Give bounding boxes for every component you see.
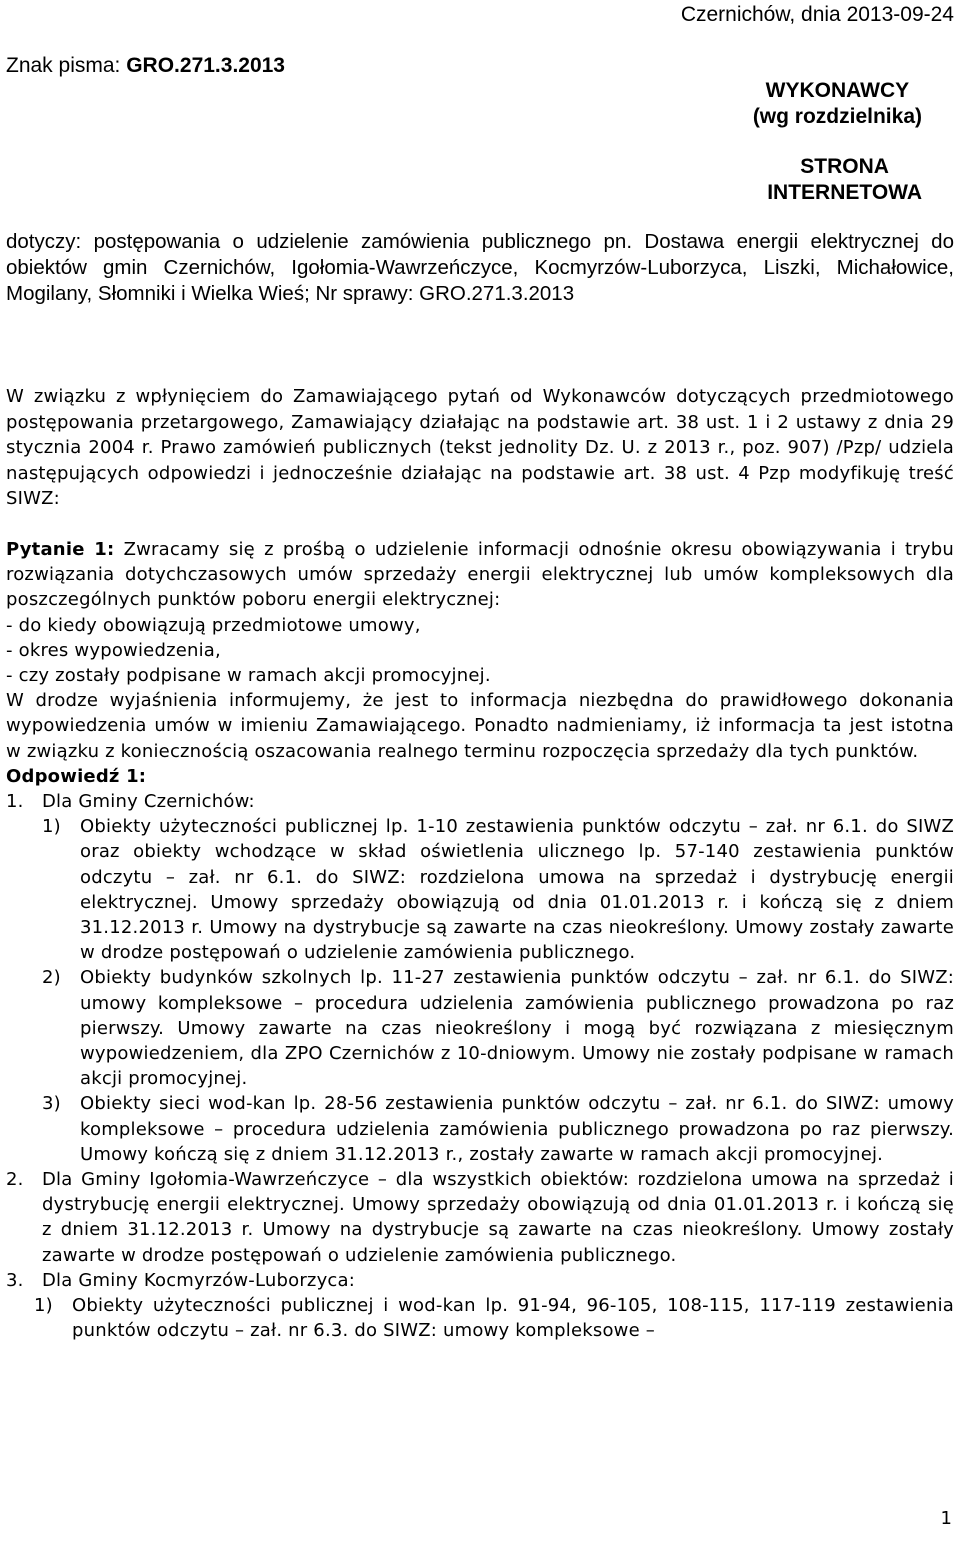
recipient-contractors xyxy=(753,78,922,130)
answer-group-3 xyxy=(6,1268,954,1293)
answer-group-title: Dla Gminy Czernichów: xyxy=(42,791,255,813)
answer-subitem-number: 3) xyxy=(42,1093,61,1115)
recipient-website xyxy=(767,154,922,206)
answer-subitem-number: 1) xyxy=(42,816,61,838)
reference-value: GRO.271.3.2013 xyxy=(126,54,285,77)
question-explanation: W drodze wyjaśnienia informujemy, że jest to informacja niezbędna do prawidłowego dokonania wypowiedzenia umów w imieniu Zamawiającego. Ponadto nadmieniamy, iż informacja ta jest istotna w związku z koniecznością oszacowania realnego terminu rozpoczęcia sprzedaży dla tych punktów. xyxy=(6,690,954,762)
answer-subitem xyxy=(42,965,954,1091)
answer-subitem-number: 2) xyxy=(42,967,61,989)
answer-subitem xyxy=(42,1091,954,1167)
reference-label: Znak pisma: xyxy=(6,54,127,77)
intro-paragraph xyxy=(6,384,954,512)
answer-group-number: 2. xyxy=(6,1169,24,1191)
recipient-contractors-note: (wg rozdzielnika) xyxy=(752,105,922,128)
question-text: Zwracamy się z prośbą o udzielenie informacji odnośnie okresu obowiązywania i trybu rozwiązania dotychczasowych umów sprzedaży energii elektrycznej lub umów kompleksowych dla poszczególnych punktów poboru energii elektrycznej: xyxy=(6,539,954,611)
recipient-website-line2: INTERNETOWA xyxy=(767,181,922,204)
answer-label: Odpowiedź 1: xyxy=(6,765,147,787)
subject-paragraph xyxy=(6,229,954,307)
question-item: - czy zostały podpisane w ramach akcji promocyjnej. xyxy=(6,665,491,687)
answer-subitem-text: Obiekty budynków szkolnych lp. 11-27 zestawienia punktów odczytu – zał. nr 6.1. do SIWZ: umowy kompleksowe – procedura udzielenia zamówienia publicznego prowadzona po raz pierwszy. Umowy zawarte na czas nieokreślony i mogą być rozwiązana z miesięcznym wypowiedzeniem, dla ZPO Czernichów z 10-dniowym. Umowy nie zostały podpisane w ramach akcji promocyjnej. xyxy=(80,967,954,1090)
reference-number xyxy=(6,54,285,78)
answer-subitem-text: Obiekty użyteczności publicznej lp. 1-10 zestawienia punktów odczytu – zał. nr 6.1. do SIWZ oraz obiekty wchodzące w skład oświetlenia ulicznego lp. 57-140 zestawienia punktów odczytu – zał. nr 6.1. do SIWZ: rozdzielona umowa na sprzedaż i dystrybucję energii elektrycznej. Umowy sprzedaży obowiązują od dnia 01.01.2013 r. i kończą się z dniem 31.12.2013 r. Umowy na dystrybucje są zawarte na czas nieokreślony. Umowy zostały zawarte w drodze postępowań o udzielenie zamówienia publicznego. xyxy=(80,816,954,964)
question-label: Pytanie 1: xyxy=(6,539,115,560)
question-item: - do kiedy obowiązują przedmiotowe umowy, xyxy=(6,614,421,636)
answer-subitem-text: Obiekty użyteczności publicznej i wod-kan lp. 91-94, 96-105, 108-115, 117-119 zestawienia punktów odczytu – zał. nr 6.3. do SIWZ: umowy kompleksowe – xyxy=(72,1295,954,1342)
answer-subitem-text: Obiekty sieci wod-kan lp. 28-56 zestawienia punktów odczytu – zał. nr 6.1. do SIWZ: umowy kompleksowe – procedura udzielenia zamówienia publicznego prowadzona po raz pierwszy. Umowy kończą się z dniem 31.12.2013 r., zostały zawarte w ramach akcji promocyjnej. xyxy=(80,1093,954,1165)
question-answer-section xyxy=(6,537,954,1344)
question-paragraph xyxy=(6,537,954,613)
recipient-website-line1: STRONA xyxy=(800,155,889,178)
recipient-contractors-title: WYKONAWCY xyxy=(765,79,910,102)
page-number: 1 xyxy=(940,1508,952,1529)
subject-text: dotyczy: postępowania o udzielenie zamówienia publicznego pn. Dostawa energii elektrycznej do obiektów gmin Czernichów, Igołomia-Wawrzeńczyce, Kocmyrzów-Luborzyca, Liszki, Michałowice, Mogilany, Słomniki i Wielka Wieś; Nr sprawy: GRO.271.3.2013 xyxy=(6,230,954,305)
answer-subitem xyxy=(42,814,954,965)
question-item: - okres wypowiedzenia, xyxy=(6,639,221,661)
answer-group-number: 3. xyxy=(6,1269,24,1291)
answer-group-text: Dla Gminy Igołomia-Wawrzeńczyce – dla wszystkich obiektów: rozdzielona umowa na sprzedaż i dystrybucję energii elektrycznej. Umowy sprzedaży obowiązują od dnia 01.01.2013 r. i kończą się z dniem 31.12.2013 r. Umowy na dystrybucje są zawarte na czas nieokreślony. Umowy zostały zawarte w drodze postępowań o udzielenie zamówienia publicznego. xyxy=(42,1169,954,1266)
document-date: Czernichów, dnia 2013-09-24 xyxy=(680,3,954,26)
answer-group-1 xyxy=(6,789,954,814)
answer-subitem-number: 1) xyxy=(34,1295,53,1317)
answer-subitem xyxy=(34,1293,954,1343)
answer-group-number: 1. xyxy=(6,791,24,813)
answer-group-title: Dla Gminy Kocmyrzów-Luborzyca: xyxy=(42,1269,356,1291)
answer-group-2 xyxy=(6,1167,954,1268)
intro-text: W związku z wpłynięciem do Zamawiającego pytań od Wykonawców dotyczących przedmiotowego postępowania przetargowego, Zamawiający działając na podstawie art. 38 ust. 1 i 2 ustawy z dnia 29 stycznia 2004 r. Prawo zamówień publicznych (tekst jednolity Dz. U. z 2013 r., poz. 907) /Pzp/ udziela następujących odpowiedzi i jednocześnie działając na podstawie art. 38 ust. 4 Pzp modyfikuję treść SIWZ: xyxy=(6,386,954,509)
